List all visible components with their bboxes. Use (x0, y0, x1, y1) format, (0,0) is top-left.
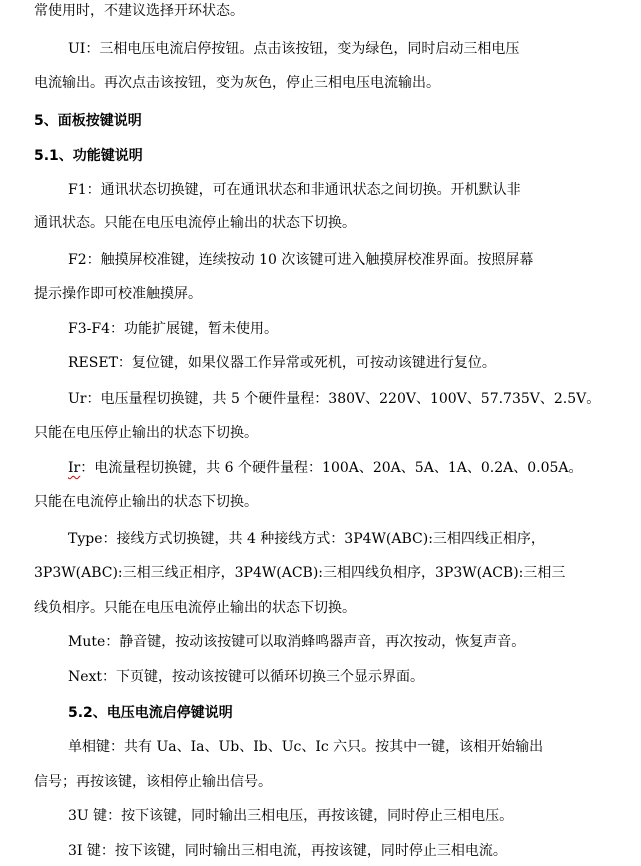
text-line: UI：三相电压电流启停按钮。点击该按钮，变为绿色，同时启动三相电压 (68, 41, 520, 57)
text-line: RESET：复位键，如果仪器工作异常或死机，可按动该键进行复位。 (68, 355, 496, 371)
text-line: 信号；再按该键，该相停止输出信号。 (34, 774, 272, 790)
subsection-heading: 5.1、功能键说明 (34, 148, 143, 164)
text-line: 3U 键：按下该键，同时输出三相电压，再按该键，同时停止三相电压。 (68, 808, 514, 824)
text-line: 线负相序。只能在电压电流停止输出的状态下切换。 (34, 600, 356, 616)
text-line: F1：通讯状态切换键，可在通讯状态和非通讯状态之间切换。开机默认非 (68, 182, 521, 198)
text-line: Type：接线方式切换键，共 4 种接线方式：3P4W(ABC):三相四线正相序， (68, 531, 545, 547)
spellcheck-word: Ir (68, 460, 81, 476)
text-line (68, 459, 583, 477)
section-heading: 5、面板按键说明 (34, 113, 142, 129)
text-line: 3I 键：按下该键，同时输出三相电流，再按该键，同时停止三相电流。 (68, 843, 507, 859)
text-fragment: ：电流量程切换键，共 6 个硬件量程：100A、20A、5A、1A、0.2A、0.05A。 (80, 460, 583, 476)
text-line: F2：触摸屏校准键，连续按动 10 次该键可进入触摸屏校准界面。按照屏幕 (68, 252, 534, 268)
text-line: Next：下页键，按动该按键可以循环切换三个显示界面。 (68, 669, 425, 685)
text-line: 常使用时，不建议选择开环状态。 (34, 3, 244, 19)
text-line: 只能在电流停止输出的状态下切换。 (34, 494, 258, 510)
text-line: Ur：电压量程切换键，共 5 个硬件量程：380V、220V、100V、57.735V、2.5V。 (68, 391, 601, 407)
text-line: 提示操作即可校准触摸屏。 (34, 286, 202, 302)
text-line: Mute：静音键，按动该按键可以取消蜂鸣器声音，再次按动，恢复声音。 (68, 634, 526, 650)
text-line: 通讯状态。只能在电压电流停止输出的状态下切换。 (34, 215, 356, 231)
text-line: 单相键：共有 Ua、Ia、Ub、Ib、Uc、Ic 六只。按其中一键，该相开始输出 (68, 739, 544, 755)
text-line: F3-F4：功能扩展键，暂未使用。 (68, 321, 278, 337)
text-line: 只能在电压停止输出的状态下切换。 (34, 425, 258, 441)
subsection-heading: 5.2、电压电流启停键说明 (68, 705, 233, 721)
text-line: 3P3W(ABC):三相三线正相序，3P4W(ACB):三相四线负相序，3P3W(ACB):三相三 (34, 565, 566, 581)
text-line: 电流输出。再次点击该按钮，变为灰色，停止三相电压电流输出。 (34, 75, 440, 91)
